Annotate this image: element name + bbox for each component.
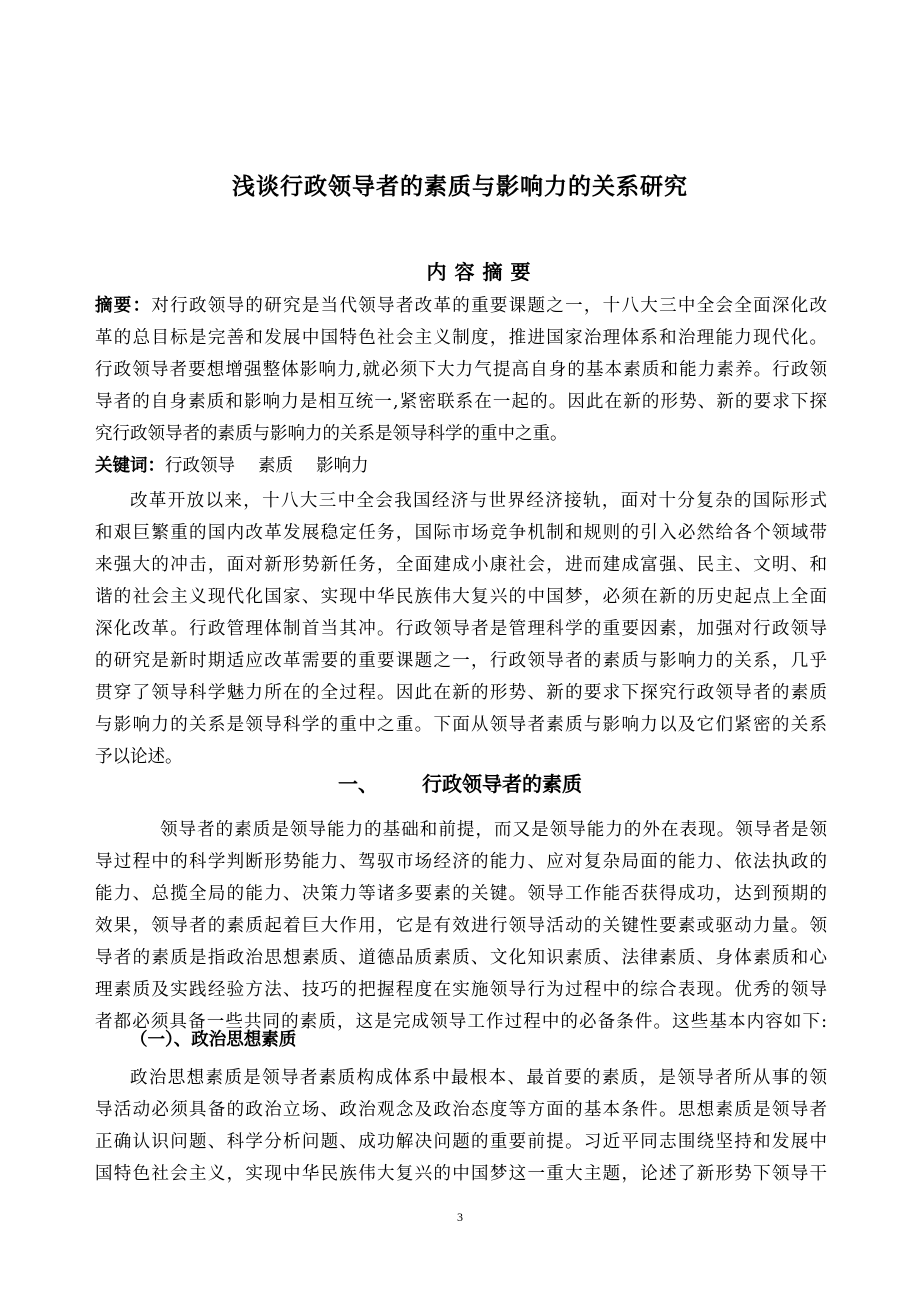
- abstract-line: 革的总目标是完善和发展中国特色社会主义制度，推进国家治理体系和治理能力现代化。: [95, 328, 827, 348]
- page-number: 3: [457, 1210, 463, 1224]
- intro-line: 贯穿了领导科学魅力所在的全过程。因此在新的形势、新的要求下探究行政领导者的素质: [95, 683, 827, 703]
- abstract-line: 导者的自身素质和影响力是相互统一,紧密联系在一起的。因此在新的形势、新的要求下探: [95, 392, 827, 412]
- intro-line: 改革开放以来，十八大三中全会我国经济与世界经济接轨，面对十分复杂的国际形式: [130, 491, 827, 511]
- section-title: 行政领导者的素质: [422, 772, 582, 796]
- section-line: 领导者的素质是领导能力的基础和前提，而又是领导能力的外在表现。领导者是领: [160, 820, 827, 840]
- subsection-line: 正确认识问题、科学分析问题、成功解决问题的重要前提。习近平同志围绕坚持和发展中: [95, 1132, 827, 1152]
- section-line: 者都必须具备一些共同的素质，这是完成领导工作过程中的必备条件。这些基本内容如下:: [95, 1012, 827, 1032]
- section-line: 理素质及实践经验方法、技巧的把握程度在实施领导行为过程中的综合表现。优秀的领导: [95, 980, 827, 1000]
- intro-line: 与影响力的关系是领导科学的重中之重。下面从领导者素质与影响力以及它们紧密的关系: [95, 715, 827, 735]
- intro-line: 深化改革。行政管理体制首当其冲。行政领导者是管理科学的重要因素，加强对行政领导: [95, 619, 827, 639]
- subsection-line: 政治思想素质是领导者素质构成体系中最根本、最首要的素质，是领导者所从事的领: [130, 1068, 827, 1088]
- intro-line: 来强大的冲击，面对新形势新任务，全面建成小康社会，进而建成富强、民主、文明、和: [95, 555, 827, 575]
- section-heading: [0, 768, 920, 797]
- keywords-line: [95, 450, 827, 482]
- intro-line: 予以论述。: [95, 747, 183, 767]
- abstract-text: 对行政领导的研究是当代领导者改革的重要课题之一，十八大三中全会全面深化改: [151, 296, 827, 316]
- abstract-line: 究行政领导者的素质与影响力的关系是领导科学的重中之重。: [95, 424, 568, 444]
- section-line: 导过程中的科学判断形势能力、驾驭市场经济的能力、应对复杂局面的能力、依法执政的: [95, 852, 827, 872]
- abstract-line: 行政领导者要想增强整体影响力,就必须下大力气提高自身的基本素质和能力素养。行政领: [95, 360, 827, 380]
- section-number: 一、: [338, 772, 378, 796]
- keywords-text: 行政领导 素质 影响力: [165, 456, 369, 476]
- document-title: 浅谈行政领导者的素质与影响力的关系研究: [232, 174, 688, 200]
- keywords-label: 关键词：: [95, 456, 165, 476]
- subsection-heading: （一）、政治思想素质: [130, 1030, 297, 1050]
- intro-line: 谐的社会主义现代化国家、实现中华民族伟大复兴的中国梦，必须在新的历史起点上全面: [95, 587, 827, 607]
- intro-line: 和艰巨繁重的国内改革发展稳定任务，国际市场竞争机制和规则的引入必然给各个领域带: [95, 523, 827, 543]
- section-line: 能力、总揽全局的能力、决策力等诸多要素的关键。领导工作能否获得成功，达到预期的: [95, 884, 827, 904]
- subsection-line: 导活动必须具备的政治立场、政治观念及政治态度等方面的基本条件。思想素质是领导者: [95, 1100, 827, 1120]
- abstract-heading: 内容摘要: [426, 260, 539, 284]
- section-line: 效果，领导者的素质起着巨大作用，它是有效进行领导活动的关键性要素或驱动力量。领: [95, 916, 827, 936]
- section-line: 导者的素质是指政治思想素质、道德品质素质、文化知识素质、法律素质、身体素质和心: [95, 948, 827, 968]
- subsection-line: 国特色社会主义，实现中华民族伟大复兴的中国梦这一重大主题，论述了新形势下领导干: [95, 1164, 827, 1184]
- abstract-line: [95, 290, 827, 322]
- intro-line: 的研究是新时期适应改革需要的重要课题之一，行政领导者的素质与影响力的关系，几乎: [95, 651, 827, 671]
- abstract-label: 摘要：: [95, 296, 152, 316]
